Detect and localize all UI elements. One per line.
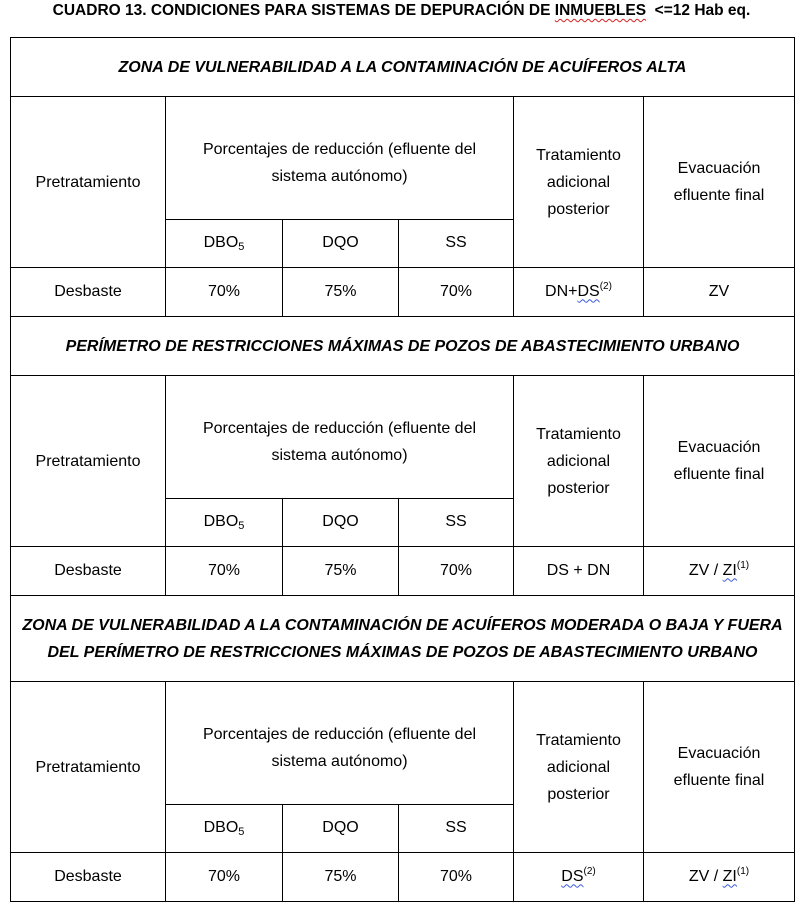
header-porcentajes-line2: sistema autónomo) [271, 447, 408, 464]
cell-ss: 70% [399, 853, 514, 902]
cell-ss: 70% [399, 268, 514, 317]
header-evacuacion-line1: Evacuación [677, 745, 761, 762]
cell-evacuacion [644, 853, 795, 902]
cell-evacuacion: ZV [644, 268, 795, 317]
cell-tratamiento: DS + DN [514, 547, 644, 596]
zone-row [11, 317, 795, 376]
cell-evacuacion-text: ZV / [688, 561, 723, 579]
header-porcentajes-line1: Porcentajes de reducción (efluente del [202, 141, 477, 158]
cell-dbo: 70% [166, 268, 283, 317]
header-pretratamiento: Pretratamiento [11, 682, 166, 853]
cell-pretratamiento: Desbaste [11, 547, 166, 596]
zone-title [11, 38, 795, 97]
header-row [11, 97, 795, 220]
subheader-dbo-text: DBO [203, 513, 239, 530]
subheader-dqo: DQO [283, 499, 399, 547]
cell-dbo: 70% [166, 853, 283, 902]
header-tratamiento-line2: adicional [546, 452, 611, 470]
header-row [11, 376, 795, 499]
header-evacuacion-line2: efluente final [673, 466, 765, 483]
document-title [0, 0, 803, 24]
header-tratamiento [514, 376, 644, 547]
header-tratamiento-line3: posterior [547, 479, 610, 497]
subheader-dbo-text: DBO [203, 234, 239, 251]
cell-tratamiento-text: DN+ [545, 282, 578, 300]
cell-evacuacion-note: (1) [736, 559, 750, 571]
subheader-ss: SS [399, 499, 514, 547]
header-tratamiento [514, 682, 644, 853]
subheader-dqo: DQO [283, 805, 399, 853]
header-evacuacion-line1: Evacuación [677, 160, 761, 177]
zone-title-line: ZONA DE VULNERABILIDAD A LA CONTAMINACIÓN DE ACUÍFEROS ALTA [118, 58, 687, 76]
header-evacuacion-line2: efluente final [673, 187, 765, 204]
header-porcentajes-line2: sistema autónomo) [271, 753, 408, 770]
subheader-dbo-sub: 5 [238, 241, 245, 253]
header-tratamiento-line3: posterior [547, 200, 610, 218]
cell-evacuacion-zi: ZI [722, 867, 737, 885]
title-inmuebles: INMUEBLES [554, 2, 647, 19]
header-tratamiento-line2: adicional [546, 173, 611, 191]
header-row [11, 682, 795, 805]
header-porcentajes-line1: Porcentajes de reducción (efluente del [202, 420, 477, 437]
header-tratamiento-line3: posterior [547, 785, 610, 803]
cell-dqo: 75% [283, 268, 399, 317]
cell-tratamiento-ds: DS [577, 282, 600, 300]
subheader-dbo [166, 499, 283, 547]
subheader-ss: SS [399, 805, 514, 853]
data-row [11, 853, 795, 902]
title-prefix: CUADRO 13. CONDICIONES PARA SISTEMAS DE DEPURACIÓN DE [52, 2, 555, 19]
header-tratamiento-line1: Tratamiento [536, 146, 621, 164]
zone-title [11, 317, 795, 376]
header-tratamiento [514, 97, 644, 268]
header-evacuacion [644, 376, 795, 547]
header-porcentajes [166, 376, 514, 499]
header-pretratamiento: Pretratamiento [11, 97, 166, 268]
header-tratamiento-line1: Tratamiento [536, 731, 621, 749]
cell-evacuacion-note: (1) [736, 865, 750, 877]
zone-title [11, 596, 795, 682]
cell-evacuacion-text: ZV / [688, 867, 723, 885]
subheader-dbo [166, 220, 283, 268]
data-row [11, 547, 795, 596]
header-porcentajes-line2: sistema autónomo) [271, 168, 408, 185]
header-porcentajes-line1: Porcentajes de reducción (efluente del [202, 726, 477, 743]
header-evacuacion-line1: Evacuación [677, 439, 761, 456]
subheader-dbo-sub: 5 [238, 520, 245, 532]
subheader-ss: SS [399, 220, 514, 268]
subheader-dqo: DQO [283, 220, 399, 268]
cell-dqo: 75% [283, 547, 399, 596]
zone-title-line: PERÍMETRO DE RESTRICCIONES MÁXIMAS DE POZOS DE ABASTECIMIENTO URBANO [65, 337, 740, 355]
conditions-table [10, 37, 795, 902]
header-evacuacion [644, 682, 795, 853]
header-porcentajes [166, 97, 514, 220]
title-suffix: <=12 Hab eq. [646, 2, 751, 19]
zone-title-line1: ZONA DE VULNERABILIDAD A LA CONTAMINACIÓN DE ACUÍFEROS MODERADA O BAJA Y FUERA [22, 616, 783, 634]
cell-pretratamiento: Desbaste [11, 268, 166, 317]
data-row [11, 268, 795, 317]
header-evacuacion-line2: efluente final [673, 772, 765, 789]
cell-tratamiento [514, 268, 644, 317]
cell-dqo: 75% [283, 853, 399, 902]
subheader-dbo [166, 805, 283, 853]
cell-pretratamiento: Desbaste [11, 853, 166, 902]
zone-row [11, 38, 795, 97]
subheader-dbo-text: DBO [203, 819, 239, 836]
header-porcentajes [166, 682, 514, 805]
cell-tratamiento [514, 853, 644, 902]
zone-row [11, 596, 795, 682]
cell-dbo: 70% [166, 547, 283, 596]
cell-tratamiento-note: (2) [583, 865, 596, 877]
cell-ss: 70% [399, 547, 514, 596]
header-tratamiento-line2: adicional [546, 758, 611, 776]
subheader-dbo-sub: 5 [238, 826, 245, 838]
cell-evacuacion [644, 547, 795, 596]
cell-tratamiento-ds: DS [561, 867, 584, 885]
header-tratamiento-line1: Tratamiento [536, 425, 621, 443]
cell-tratamiento-note: (2) [599, 280, 612, 292]
zone-title-line2: DEL PERÍMETRO DE RESTRICCIONES MÁXIMAS DE POZOS DE ABASTECIMIENTO URBANO [47, 643, 758, 661]
header-evacuacion [644, 97, 795, 268]
header-pretratamiento: Pretratamiento [11, 376, 166, 547]
cell-evacuacion-zi: ZI [722, 561, 737, 579]
